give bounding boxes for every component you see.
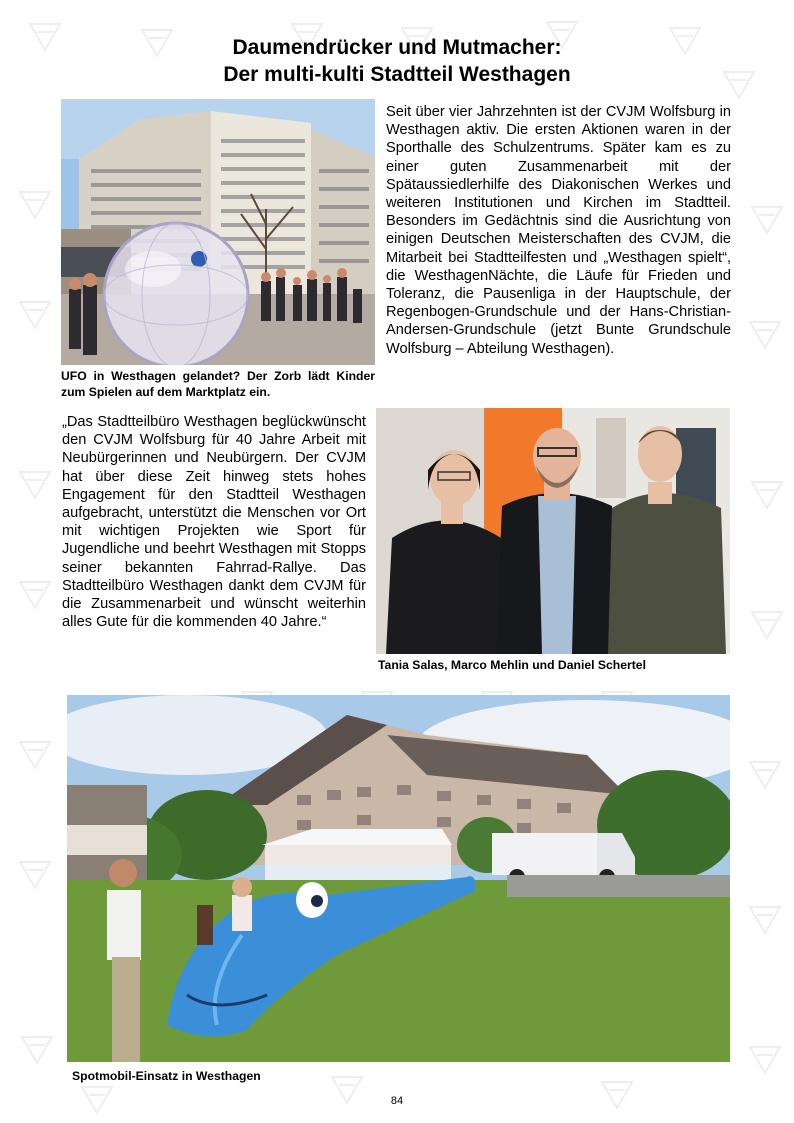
watermark-logo-icon [18, 740, 52, 770]
watermark-logo-icon [750, 610, 784, 640]
page-number: 84 [390, 1095, 404, 1107]
watermark-logo-icon [18, 300, 52, 330]
watermark-logo-icon [28, 22, 62, 52]
watermark-logo-icon [748, 320, 782, 350]
watermark-logo-icon [18, 860, 52, 890]
watermark-logo-icon [750, 205, 784, 235]
watermark-logo-icon [18, 190, 52, 220]
watermark-logo-icon [18, 470, 52, 500]
spotmobil-photo [67, 695, 730, 1062]
team-photo [376, 408, 730, 654]
title-line-2: Der multi-kulti Stadtteil Westhagen [223, 63, 571, 86]
spotmobil-photo-caption: Spotmobil-Einsatz in Westhagen [72, 1069, 261, 1083]
history-paragraph-text: Seit über vier Jahrzehnten ist der CVJM Wolfsburg in Westhagen aktiv. Die ersten Aktionen waren in der Sporthalle des Schulzentrums. Später kam es zu einer guten Zusammenarbeit mit der Spätaussiedlerhilfe des Diakonischen Werkes und weiteren Institutionen und Kirchen im Stadtteil. Besonders im Gedächtnis sind die Ausrichtung von einigen Deutschen Meisterschaften des CVJM, die Mitarbeit bei Stadtteilfesten und „Westhagen spielt“, die WesthagenNächte, die Läufe für Frieden und Toleranz, die Pausenliga in der Hauptschule, der Regenbogen-Grundschule und der Hans-Christian-Andersen-Grundschule (jetzt Bunte Grundschule Wolfsburg – Abteilung Westhagen). [386, 104, 731, 357]
quote-paragraph [62, 413, 366, 631]
history-paragraph [386, 103, 731, 358]
page-title [60, 34, 734, 88]
quote-paragraph-text: „Das Stadtteilbüro Westhagen beglückwünscht den CVJM Wolfsburg für 40 Jahre Arbeit mit Neubürgerinnen und Neubürgern. Der CVJM hat über diese Zeit hinweg stets hohes Engagement für den Stadtteil Westhagen aufgebracht, unterstützt die Menschen vor Ort mit wichtigen Projekten wie Sport für Jugendliche und beehrt Westhagen mit Stopps seiner bekannten Fahrrad-Rallye. Das Stadtteilbüro Westhagen dankt dem CVJM für die Zusammenarbeit und wünscht weiterhin alles Gute für die kommenden 40 Jahre.“ [62, 414, 366, 631]
watermark-logo-icon [18, 580, 52, 610]
watermark-logo-icon [750, 480, 784, 510]
team-photo-caption: Tania Salas, Marco Mehlin und Daniel Schertel [378, 658, 646, 672]
watermark-logo-icon [20, 1035, 54, 1065]
zorb-photo-caption: UFO in Westhagen gelandet? Der Zorb lädt Kinder zum Spielen auf dem Marktplatz ein. [61, 369, 375, 399]
watermark-logo-icon [748, 1045, 782, 1075]
watermark-logo-icon [748, 905, 782, 935]
title-line-1: Daumendrücker und Mutmacher: [232, 36, 562, 59]
zorb-photo [61, 99, 375, 365]
watermark-logo-icon [748, 760, 782, 790]
